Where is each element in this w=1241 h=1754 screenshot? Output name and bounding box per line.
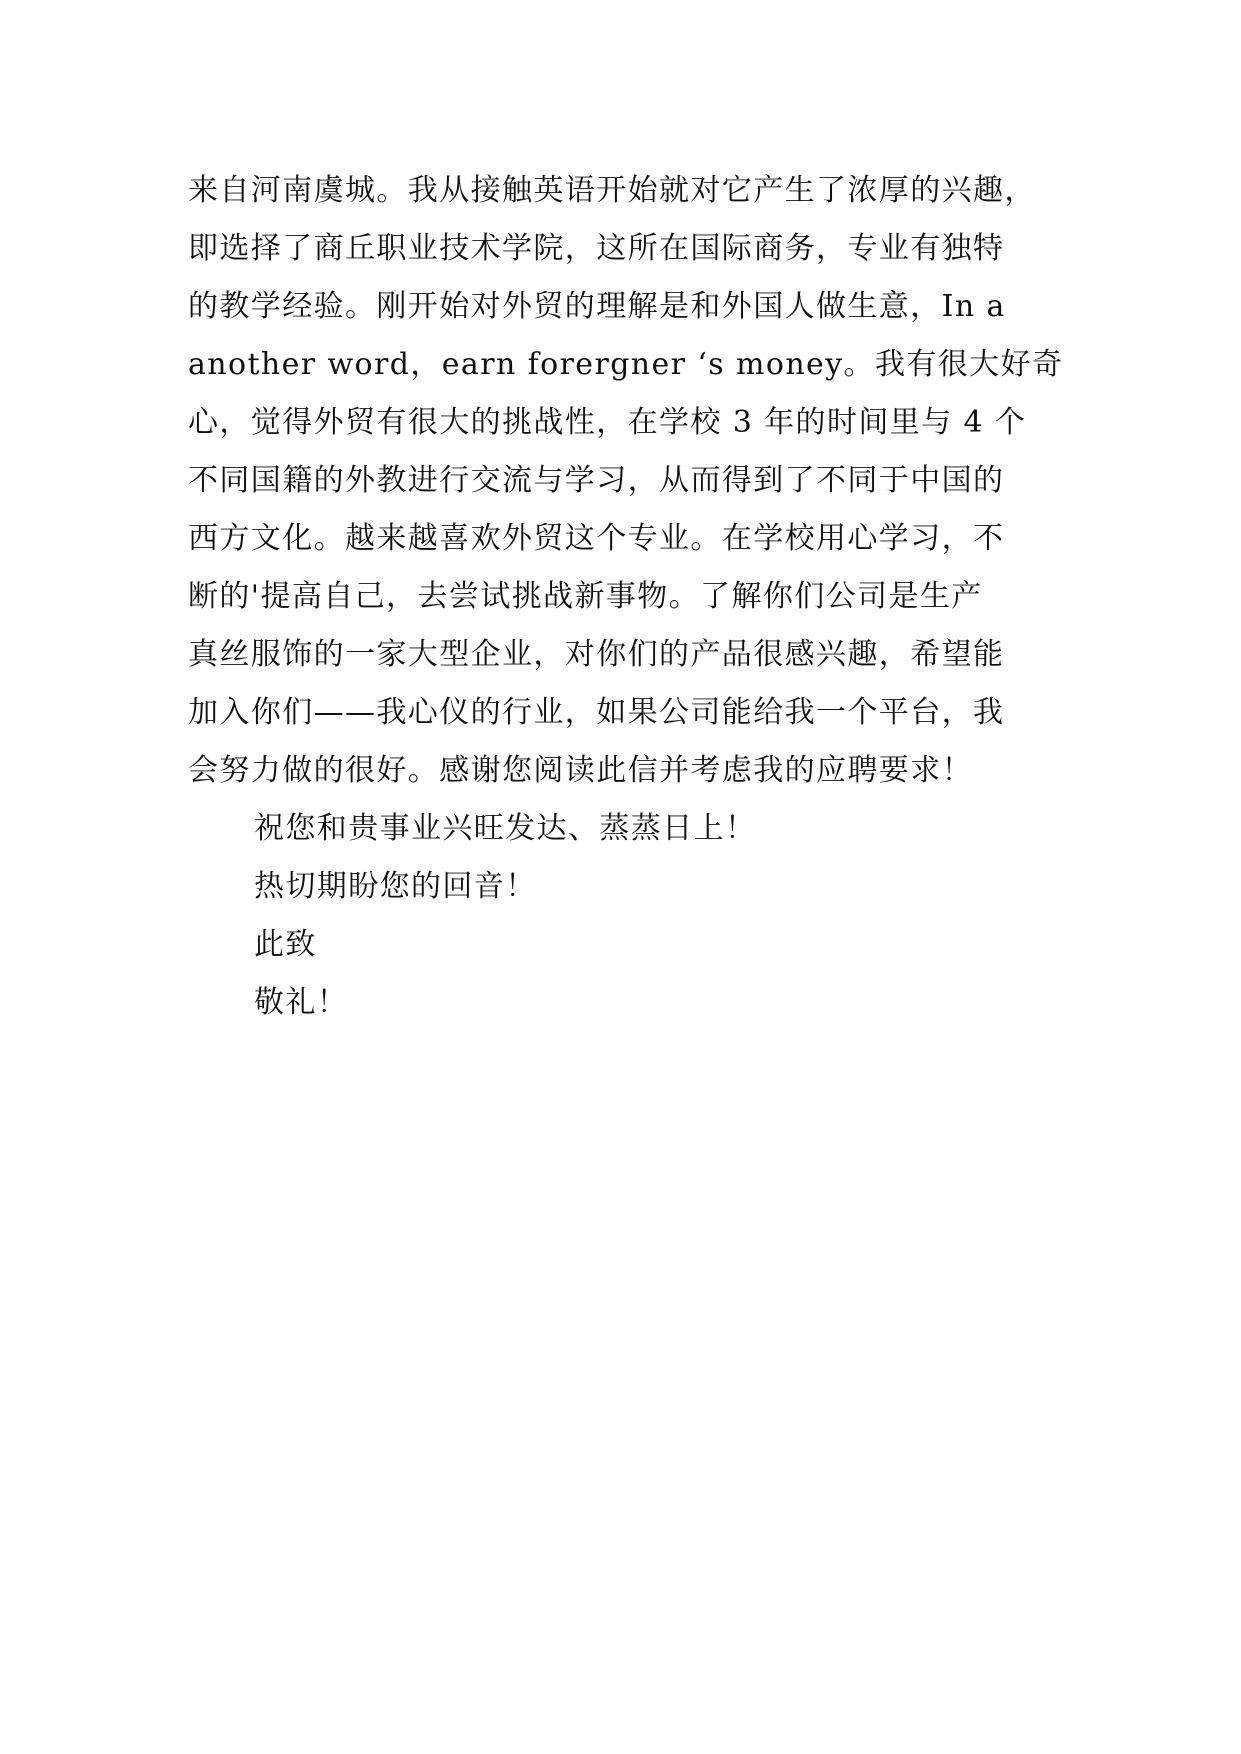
closing-hope: 热切期盼您的回音！ <box>254 869 537 904</box>
letter-body <box>188 162 1088 1032</box>
body-line: 断的'提高自己，去尝试挑战新事物。了解你们公司是生产 <box>188 579 983 614</box>
closing-salutation: 此致 <box>254 927 317 962</box>
body-line: 会努力做的很好。感谢您阅读此信并考虑我的应聘要求！ <box>188 753 973 788</box>
body-line: another word，earn forergner ‘s money。我有很大好奇 <box>188 347 1064 382</box>
body-line: 真丝服饰的一家大型企业，对你们的产品很感兴趣，希望能 <box>188 637 1005 672</box>
body-line: 西方文化。越来越喜欢外贸这个专业。在学校用心学习，不 <box>188 521 1005 556</box>
body-line: 的教学经验。刚开始对外贸的理解是和外国人做生意，In a <box>188 289 1006 324</box>
body-line: 心，觉得外贸有很大的挑战性，在学校 3 年的时间里与 4 个 <box>188 405 1027 440</box>
closing-regards: 敬礼！ <box>254 985 349 1020</box>
closing-wish: 祝您和贵事业兴旺发达、蒸蒸日上！ <box>254 811 757 846</box>
body-line: 来自河南虞城。我从接触英语开始就对它产生了浓厚的兴趣， <box>188 173 1036 208</box>
body-line: 不同国籍的外教进行交流与学习，从而得到了不同于中国的 <box>188 463 1005 498</box>
body-line: 即选择了商丘职业技术学院，这所在国际商务，专业有独特 <box>188 231 1005 266</box>
body-line: 加入你们——我心仪的行业，如果公司能给我一个平台，我 <box>188 695 1005 730</box>
